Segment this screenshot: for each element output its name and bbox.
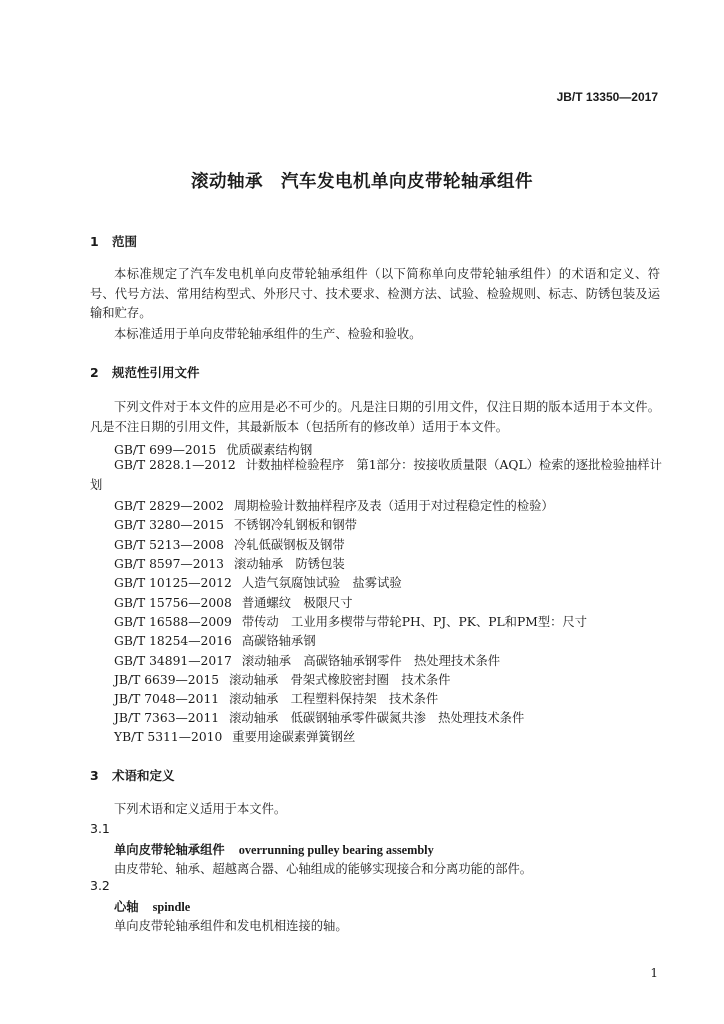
section-1-heading (90, 232, 137, 250)
reference-name: 重要用途碳素弹簧钢丝 (232, 730, 356, 744)
section-title: 术语和定义 (112, 768, 175, 783)
reference-name: 优质碳素结构钢 (226, 443, 313, 457)
section-title: 范围 (112, 234, 138, 249)
section-1-paragraph-2: 本标准适用于单向皮带轮轴承组件的生产、检验和验收。 (114, 327, 422, 341)
section-number: 2 (90, 365, 99, 380)
reference-item (114, 651, 500, 669)
reference-name: 冷轧低碳钢板及钢带 (234, 538, 345, 552)
reference-item (114, 554, 345, 572)
title-part-1: 滚动轴承 (191, 172, 263, 192)
reference-code: GB/T 16588—2009 (114, 615, 232, 629)
reference-item (114, 496, 554, 514)
reference-code: GB/T 3280—2015 (114, 518, 224, 532)
reference-name: 带传动 工业用多楔带与带轮PH、PJ、PK、PL和PM型：尺寸 (241, 615, 588, 629)
standard-code: JB/T 13350—2017 (556, 90, 658, 104)
reference-name: 普通螺纹 极限尺寸 (241, 596, 353, 610)
reference-name: 不锈钢冷轧钢板和钢带 (234, 518, 357, 532)
section-2-heading (90, 363, 200, 381)
reference-item (114, 515, 357, 533)
reference-item (114, 708, 524, 726)
reference-code: GB/T 699—2015 (114, 443, 217, 457)
section-3-intro: 下列术语和定义适用于本文件。 (114, 802, 287, 816)
reference-code: YB/T 5311—2010 (114, 730, 223, 744)
reference-name: 滚动轴承 防锈包装 (234, 557, 345, 571)
reference-name: 高碳铬轴承钢 (241, 634, 316, 648)
reference-name: 滚动轴承 高碳铬轴承钢零件 热处理技术条件 (241, 654, 501, 668)
reference-name: 滚动轴承 低碳钢轴承零件碳氮共渗 热处理技术条件 (229, 711, 525, 725)
reference-item (114, 573, 402, 591)
term-definition: 单向皮带轮轴承组件和发电机相连接的轴。 (114, 919, 348, 933)
term-heading (114, 897, 190, 915)
section-title: 规范性引用文件 (112, 365, 200, 380)
term-definition: 由皮带轮、轴承、超越离合器、心轴组成的能够实现接合和分离功能的部件。 (114, 862, 533, 876)
title-part-2: 汽车发电机单向皮带轮轴承组件 (281, 172, 533, 192)
reference-item (114, 535, 345, 553)
page-number: 1 (650, 966, 658, 980)
reference-code: GB/T 15756—2008 (114, 596, 232, 610)
reference-item (114, 727, 355, 745)
reference-name: 计数抽样检验程序 第1部分：按接收质量限（AQL）检索的逐批检验抽样计划 (90, 458, 662, 492)
term-heading (114, 840, 434, 858)
reference-code: GB/T 2829—2002 (114, 499, 224, 513)
reference-name: 周期检验计数抽样程序及表（适用于对过程稳定性的检验） (234, 499, 554, 513)
section-number: 3 (90, 768, 99, 783)
reference-code: JB/T 7048—2011 (114, 692, 220, 706)
reference-item (114, 612, 587, 630)
term-en: overrunning pulley bearing assembly (238, 843, 434, 857)
reference-item (114, 689, 438, 707)
section-2-intro: 下列文件对于本文件的应用是必不可少的。凡是注日期的引用文件，仅注日期的版本适用于本文件。凡是不注日期的引用文件，其最新版本（包括所有的修改单）适用于本文件。 (90, 400, 660, 434)
reference-code: JB/T 7363—2011 (114, 711, 220, 725)
reference-code: GB/T 5213—2008 (114, 538, 224, 552)
term-zh: 单向皮带轮轴承组件 (114, 843, 225, 857)
term-en: spindle (152, 900, 191, 914)
document-title (0, 168, 724, 193)
term-number: 3.2 (90, 878, 110, 893)
reference-code: GB/T 18254—2016 (114, 634, 232, 648)
reference-name: 滚动轴承 工程塑料保持架 技术条件 (229, 692, 439, 706)
reference-code: GB/T 10125—2012 (114, 576, 232, 590)
reference-code: GB/T 34891—2017 (114, 654, 232, 668)
reference-code: JB/T 6639—2015 (114, 673, 220, 687)
reference-item (114, 670, 450, 688)
section-1-paragraph-1: 本标准规定了汽车发电机单向皮带轮轴承组件（以下简称单向皮带轮轴承组件）的术语和定义、符号、代号方法、常用结构型式、外形尺寸、技术要求、检测方法、试验、检验规则、标志、防锈包装及运输和贮存。 (90, 267, 660, 320)
reference-code: GB/T 2828.1—2012 (114, 458, 236, 472)
reference-item (114, 593, 353, 611)
section-3-heading (90, 766, 175, 784)
reference-item (90, 456, 664, 495)
reference-name: 滚动轴承 骨架式橡胶密封圈 技术条件 (229, 673, 451, 687)
term-number: 3.1 (90, 821, 110, 836)
term-zh: 心轴 (114, 900, 139, 914)
reference-item (114, 631, 316, 649)
section-number: 1 (90, 234, 99, 249)
reference-code: GB/T 8597—2013 (114, 557, 224, 571)
reference-name: 人造气氛腐蚀试验 盐雾试验 (241, 576, 402, 590)
